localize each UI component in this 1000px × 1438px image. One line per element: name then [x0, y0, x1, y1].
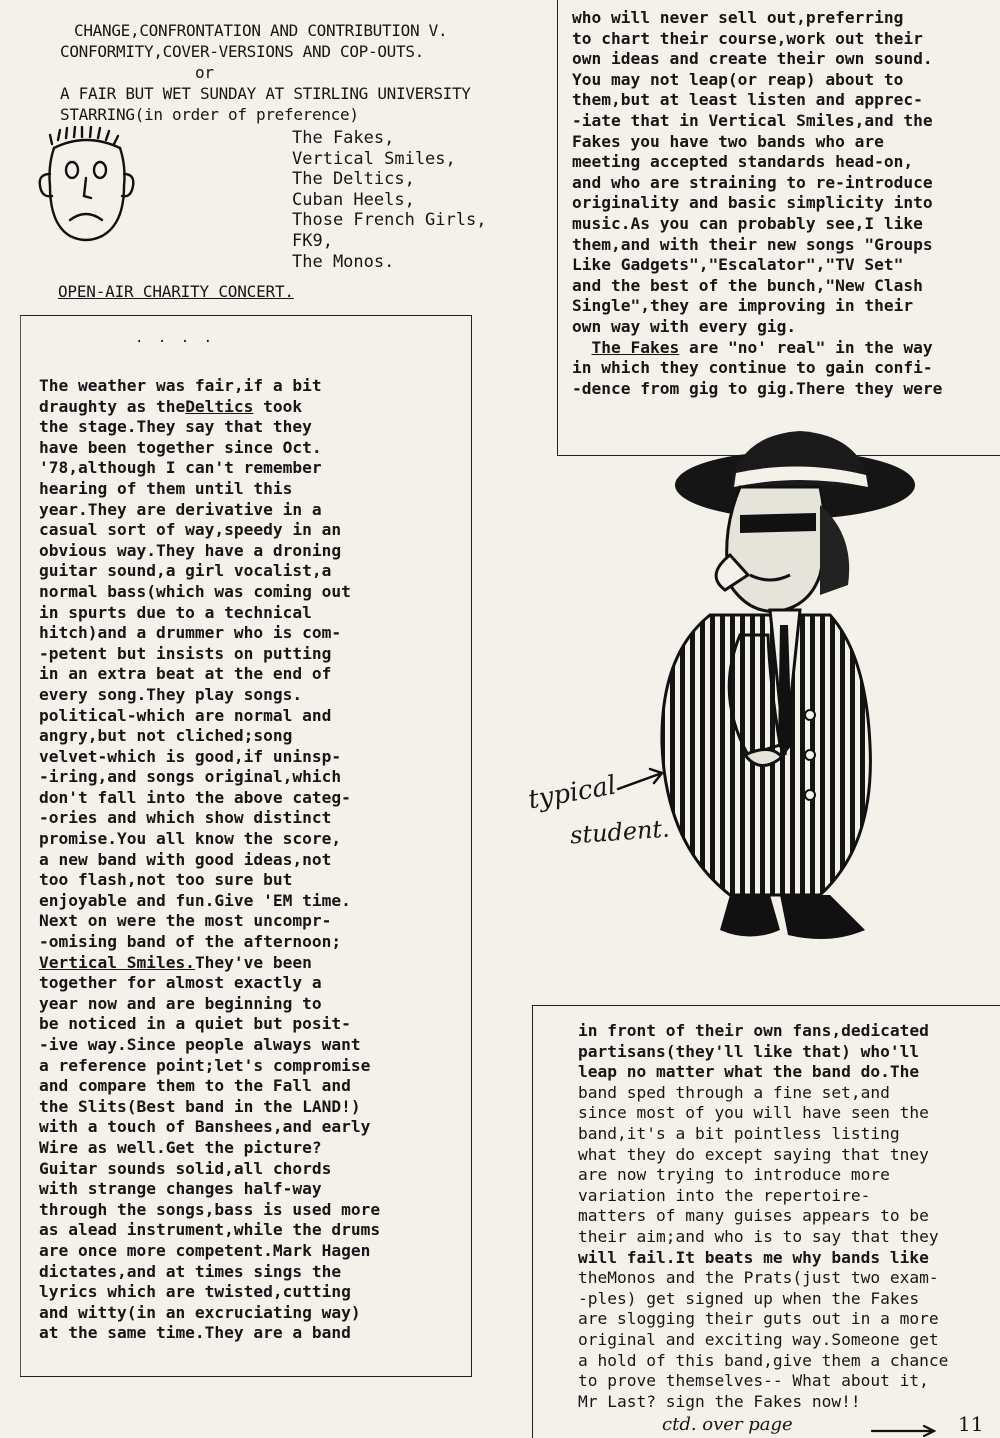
text-line: as alead instrument,while the drums	[39, 1220, 381, 1240]
text-line: the stage.They say that they	[39, 417, 312, 437]
lineup-item: FK9,	[292, 230, 333, 251]
text-line: a reference point;let's compromise	[39, 1055, 371, 1075]
text-line: in which they continue to gain confi-	[572, 358, 933, 378]
arrow-icon	[612, 765, 672, 795]
headline-line-2: CONFORMITY,COVER-VERSIONS AND COP-OUTS.	[60, 42, 424, 61]
text-line: band,it's a bit pointless listing	[578, 1123, 900, 1143]
text-line: own ideas and create their own sound.	[572, 49, 933, 69]
text-line: their aim;and who is to say that they	[578, 1226, 939, 1246]
text-line: and witty(in an excruciating way)	[39, 1302, 361, 1322]
text-line: music.As you can probably see,I like	[572, 213, 923, 233]
text-line: -ories and which show distinct	[39, 808, 332, 828]
text-line: -ive way.Since people always want	[39, 1035, 361, 1054]
text-line: normal bass(which was coming out	[39, 581, 351, 601]
left-review-column	[39, 376, 380, 1344]
headline-starring: STARRING(in order of preference)	[60, 105, 359, 124]
text-line: in front of their own fans,dedicated	[578, 1021, 929, 1040]
text-line: in an extra beat at the end of	[39, 664, 332, 684]
text-line: own way with every gig.	[572, 316, 797, 336]
text-line: You may not leap(or reap) about to	[572, 69, 904, 89]
text-line: every song.They play songs.	[39, 684, 303, 704]
text-line: political-which are normal and	[39, 705, 332, 725]
text-line: Next on were the most uncompr-	[39, 911, 332, 931]
text-line: year now and are beginning to	[39, 993, 322, 1013]
lineup-item: The Monos.	[292, 251, 395, 272]
text-line: the Slits(Best band in the LAND!)	[39, 1096, 361, 1116]
text-line: angry,but not cliched;song	[39, 726, 293, 746]
text-line: variation into the repertoire-	[578, 1185, 871, 1205]
bottom-right-review-column	[578, 1021, 948, 1412]
headline-subtitle: A FAIR BUT WET SUNDAY AT STIRLING UNIVERSITY	[60, 84, 471, 103]
band-name-fakes: The Fakes	[591, 337, 680, 357]
text-line: The Fakes are "no' real" in the way	[591, 337, 933, 357]
text-line: are slogging their guts out in a more	[578, 1309, 939, 1329]
text-line: too flash,not too sure but	[39, 870, 293, 890]
text-line: are once more competent.Mark Hagen	[39, 1240, 371, 1260]
text-line: hitch)and a drummer who is com-	[39, 623, 342, 643]
text-line: meeting accepted standards head-on,	[572, 152, 914, 172]
decorative-dots: . . . .	[135, 330, 216, 346]
text-line: will fail.It beats me why bands like	[578, 1247, 929, 1267]
text-line: -dence from gig to gig.There they were	[572, 378, 943, 398]
text-line: leap no matter what the band do.The	[578, 1062, 920, 1082]
band-name-vertical-smiles: Vertical Smiles.	[39, 952, 195, 972]
text-line: band sped through a fine set,and	[578, 1082, 890, 1102]
text-line: a new band with good ideas,not	[39, 849, 332, 869]
text-line: hearing of them until this	[39, 478, 293, 498]
text-line: Fakes you have two bands who are	[572, 131, 884, 151]
text-line: dictates,and at times sings the	[39, 1261, 342, 1281]
text-line: Like Gadgets","Escalator","TV Set"	[572, 255, 904, 275]
text-line: obvious way.They have a droning	[39, 540, 342, 560]
text-line: lyrics which are twisted,cutting	[39, 1282, 351, 1302]
text-line: through the songs,bass is used more	[39, 1199, 381, 1219]
text-line: Wire as well.Get the picture?	[39, 1137, 322, 1157]
text-line: since most of you will have seen the	[578, 1103, 929, 1123]
headline-or: or	[195, 63, 214, 82]
text-line: promise.You all know the score,	[39, 829, 342, 849]
text-line: -iate that in Vertical Smiles,and the	[572, 110, 933, 130]
text-line: partisans(they'll like that) who'll	[578, 1041, 920, 1061]
text-line: enjoyable and fun.Give 'EM time.	[39, 890, 351, 910]
event-title: OPEN-AIR CHARITY CONCERT.	[58, 282, 294, 301]
text-line: together for almost exactly a	[39, 973, 322, 993]
text-line: with a touch of Banshees,and early	[39, 1117, 371, 1137]
text-line: who will never sell out,preferring	[572, 8, 904, 27]
text-line: are now trying to introduce more	[578, 1165, 890, 1185]
text-line: in spurts due to a technical	[39, 602, 312, 622]
top-right-review-column	[572, 8, 942, 399]
text-line: -ples) get signed up when the Fakes	[578, 1288, 920, 1308]
text-line: casual sort of way,speedy in an	[39, 520, 342, 540]
text-line: guitar sound,a girl vocalist,a	[39, 561, 332, 581]
text-line: what they do except saying that tney	[578, 1144, 929, 1164]
text-line: '78,although I can't remember	[39, 458, 322, 478]
text-line: and compare them to the Fall and	[39, 1076, 351, 1096]
text-line: to prove themselves-- What about it,	[578, 1371, 929, 1391]
lineup-item: Vertical Smiles,	[292, 148, 456, 169]
caption-student: student.	[569, 814, 671, 850]
doodle-face-icon	[36, 126, 136, 246]
text-line: Vertical Smiles.They've been	[39, 952, 312, 972]
text-line: a hold of this band,give them a chance	[578, 1350, 949, 1370]
text-line: them,but at least listen and apprec-	[572, 90, 923, 110]
text-line: originality and basic simplicity into	[572, 193, 933, 213]
band-name-deltics: Deltics	[185, 396, 254, 416]
lineup-item: Those French Girls,	[292, 210, 487, 231]
text-line: draughty as theDeltics took	[39, 396, 303, 416]
text-line: and who are straining to re-introduce	[572, 172, 933, 192]
text-line: original and exciting way.Someone get	[578, 1329, 939, 1349]
continued-note: ctd. over page	[662, 1414, 793, 1435]
text-line: Single",they are improving in their	[572, 296, 914, 316]
lineup-item: The Deltics,	[292, 169, 415, 190]
text-line: -petent but insists on putting	[39, 643, 332, 663]
lineup-item: The Fakes,	[292, 128, 395, 148]
text-line: year.They are derivative in a	[39, 499, 322, 519]
text-line: theMonos and the Prats(just two exam-	[578, 1268, 939, 1288]
text-line: have been together since Oct.	[39, 437, 322, 457]
typical-student-illustration	[620, 425, 930, 965]
text-line: The weather was fair,if a bit	[39, 376, 322, 395]
text-line: velvet-which is good,if uninsp-	[39, 746, 342, 766]
page-number: 11	[958, 1412, 984, 1436]
article-header	[40, 20, 560, 125]
text-line: to chart their course,work out their	[572, 28, 923, 48]
text-line: with strange changes half-way	[39, 1179, 322, 1199]
text-line: matters of many guises appears to be	[578, 1206, 929, 1226]
text-line: Guitar sounds solid,all chords	[39, 1158, 332, 1178]
text-line: at the same time.They are a band	[39, 1323, 351, 1343]
text-line: and the best of the bunch,"New Clash	[572, 275, 923, 295]
text-line: -iring,and songs original,which	[39, 767, 342, 787]
caption-typical: typical	[526, 770, 619, 816]
text-line: don't fall into the above categ-	[39, 787, 351, 807]
text-line: be noticed in a quiet but posit-	[39, 1014, 351, 1034]
text-line: -omising band of the afternoon;	[39, 932, 342, 952]
headline-line-1: CHANGE,CONFRONTATION AND CONTRIBUTION V.	[74, 21, 448, 40]
text-line: Mr Last? sign the Fakes now!!	[578, 1391, 861, 1411]
lineup-item: Cuban Heels,	[292, 189, 415, 210]
band-lineup	[292, 128, 486, 272]
text-line: them,and with their new songs "Groups	[572, 234, 933, 254]
arrow-right-icon	[870, 1424, 940, 1438]
